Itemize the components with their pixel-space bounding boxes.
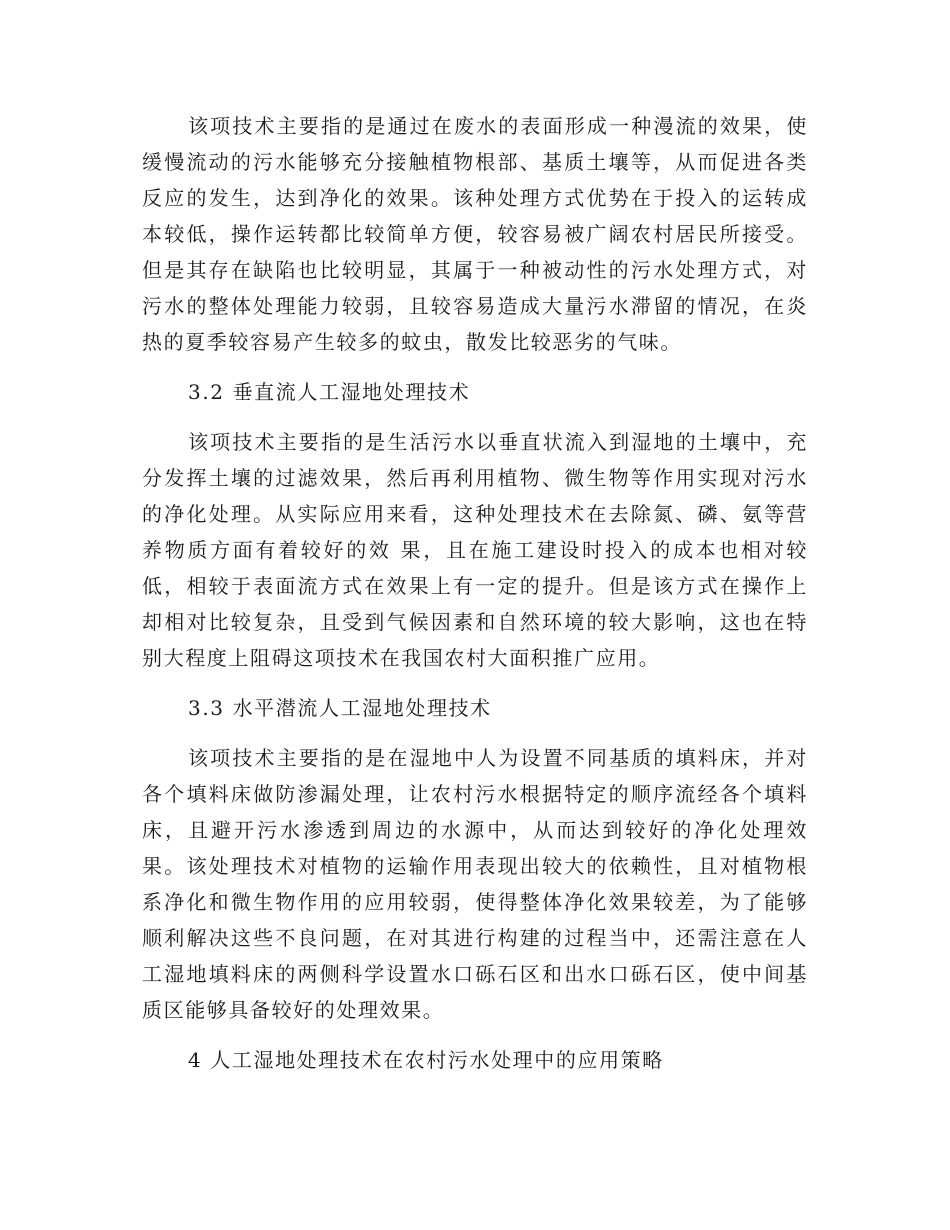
document-body [142,108,808,1078]
paragraph-surface-flow: 该项技术主要指的是通过在废水的表面形成一种漫流的效果，使缓慢流动的污水能够充分接触植物根部、基质土壤等，从而促进各类反应的发生，达到净化的效果。该种处理方式优势在于投入的运转成本较低，操作运转都比较简单方便，较容易被广阔农村居民所接受。但是其存在缺陷也比较明显，其属于一种被动性的污水处理方式，对污水的整体处理能力较弱，且较容易造成大量污水滞留的情况，在炎热的夏季较容易产生较多的蚊虫，散发比较恶劣的气味。 [142,114,808,354]
section-heading-3-2: 3.2 垂直流人工湿地处理技术 [188,380,471,404]
section-heading-4: 4 人工湿地处理技术在农村污水处理中的应用策略 [188,1048,664,1072]
paragraph-gap [142,360,808,374]
paragraph-gap [142,676,808,690]
paragraph-horizontal-subsurface-flow: 该项技术主要指的是在湿地中人为设置不同基质的填料床，并对各个填料床做防渗漏处理，让农村污水根据特定的顺序流经各个填料床，且避开污水渗透到周边的水源中，从而达到较好的净化处理效果。该处理技术对植物的运输作用表现出较大的依赖性，且对植物根系净化和微生物作用的应用较弱，使得整体净化效果较差，为了能够顺利解决这些不良问题，在对其进行构建的过程当中，还需注意在人工湿地填料床的两侧科学设置水口砾石区和出水口砾石区，使中间基质区能够具备较好的处理效果。 [142,746,808,1022]
paragraph-gap [142,1028,808,1042]
section-heading-3-3: 3.3 水平潜流人工湿地处理技术 [188,696,492,720]
paragraph-vertical-flow: 该项技术主要指的是生活污水以垂直状流入到湿地的土壤中，充分发挥土壤的过滤效果，然后再利用植物、微生物等作用实现对污水的净化处理。从实际应用来看，这种处理技术在去除氮、磷、氨等营养物质方面有着较好的效 果，且在施工建设时投入的成本也相对较低，相较于表面流方式在效果上有一定的提升。但是该方式在操作上却相对比较复杂，且受到气候因素和自然环境的较大影响，这也在特别大程度上阻碍这项技术在我国农村大面积推广应用。 [142,430,808,670]
paragraph-gap [142,726,808,740]
paragraph-gap [142,410,808,424]
